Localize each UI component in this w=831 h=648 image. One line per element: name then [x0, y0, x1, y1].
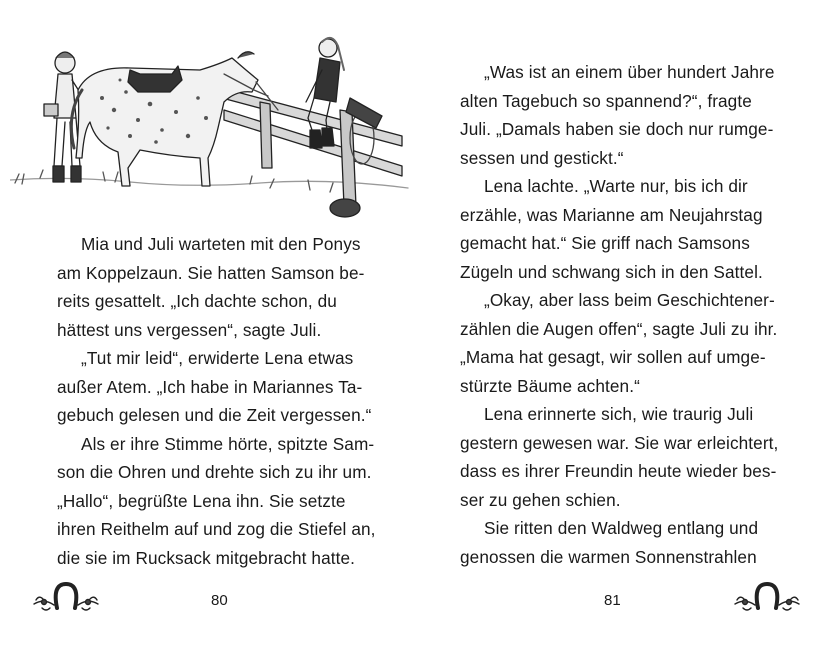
text-line: die sie im Rucksack mitgebracht hatte.	[57, 547, 356, 568]
horseshoe-flower-icon	[30, 578, 102, 618]
text-line: „Tut mir leid“, erwiderte Lena etwas	[81, 348, 354, 368]
text-line: Zügeln und schwang sich in den Sattel.	[460, 261, 763, 282]
left-page	[0, 0, 415, 648]
page-number: 80	[211, 592, 228, 609]
text-line: am Koppelzaun. Sie hatten Samson be-	[57, 262, 365, 283]
text-line: gemacht hat.“ Sie griff nach Samsons	[460, 233, 750, 253]
text-line: Lena erinnerte sich, wie traurig Juli	[484, 404, 754, 424]
right-page-text	[460, 58, 778, 571]
text-line: erzähle, was Marianne am Neujahrstag	[460, 204, 763, 225]
text-line: „Was ist an einem über hundert Jahre	[484, 62, 775, 82]
text-line: Mia und Juli warteten mit den Ponys	[81, 234, 361, 254]
text-line: „Mama hat gesagt, wir sollen auf umge-	[460, 347, 766, 367]
text-line: dass es ihrer Freundin heute wieder bes-	[460, 461, 777, 481]
text-line: alten Tagebuch so spannend?“, fragte	[460, 90, 752, 111]
text-line: Als er ihre Stimme hörte, spitzte Sam-	[81, 433, 375, 454]
text-line: hättest uns vergessen“, sagte Juli.	[57, 319, 322, 340]
text-line: ser zu gehen schien.	[460, 489, 621, 510]
text-line: Sie ritten den Waldweg entlang und	[484, 518, 759, 538]
text-line: sessen und gestickt.“	[460, 147, 624, 168]
text-line: gestern gewesen war. Sie war erleichtert,	[460, 432, 779, 453]
text-line: Lena lachte. „Warte nur, bis ich dir	[484, 176, 748, 196]
text-line: Juli. „Damals haben sie doch nur rumge-	[460, 119, 774, 139]
text-line: ihren Reithelm auf und zog die Stiefel an,	[57, 519, 376, 539]
text-line: „Hallo“, begrüßte Lena ihn. Sie setzte	[57, 490, 346, 511]
text-line: zählen die Augen offen“, sagte Juli zu ihr.	[460, 318, 778, 339]
text-line: „Okay, aber lass beim Geschichtener-	[484, 290, 775, 310]
text-line: stürzte Bäume achten.“	[460, 375, 640, 396]
page-number: 81	[604, 592, 621, 609]
text-line: genossen die warmen Sonnenstrahlen	[460, 546, 757, 567]
horseshoe-flower-icon	[731, 578, 803, 618]
text-line: außer Atem. „Ich habe in Mariannes Ta-	[57, 376, 363, 397]
text-line: son die Ohren und drehte sich zu ihr um.	[57, 462, 372, 482]
pony-fence-illustration	[10, 18, 410, 223]
text-line: gebuch gelesen und die Zeit vergessen.“	[57, 405, 372, 425]
text-line: reits gesattelt. „Ich dachte schon, du	[57, 291, 337, 311]
left-page-text	[57, 230, 376, 572]
right-page	[415, 0, 831, 648]
